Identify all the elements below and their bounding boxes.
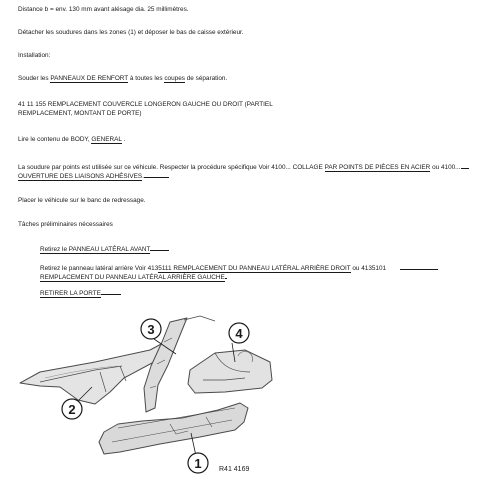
rear-panel-text: Retirez le panneau latéral arrière Voir 413	[40, 265, 159, 272]
underline-gap	[400, 263, 438, 270]
weld-text-start: Souder les	[18, 75, 51, 82]
rear-panel-right-link[interactable]: 5111 REMPLACEMENT DU PANNEAU LATÉRAL ARRIÈRE DROIT	[158, 265, 351, 272]
reference-line-1: 41 11 155 REMPLACEMENT COUVERCLE LONGERON GAUCHE OU DROIT (PARTIEL	[18, 101, 273, 108]
spot-weld-instruction-line-2	[18, 171, 169, 181]
callout-3-label: 3	[147, 322, 155, 337]
remove-door-link[interactable]: RETIRER LA PORTE	[40, 290, 101, 297]
general-link[interactable]: GENERAL	[91, 136, 122, 143]
distance-text: Distance b = env. 130 mm avant alésage dia. 25 millimètres.	[18, 6, 189, 13]
prerequisites-heading: Tâches préliminaires nécessaires	[18, 221, 113, 228]
spot-weld-steel-link[interactable]: PAR POINTS DE PIÈCES EN ACIER	[324, 164, 431, 171]
spot-weld-text: La soudure par points est utilisée sur ce véhicule. Respecter la procédure spécifique Voir 4100... COLLAGE	[18, 164, 325, 171]
task-front-panel	[40, 244, 169, 254]
bench-instruction: Placer le véhicule sur le banc de redressage.	[18, 197, 146, 204]
task-rear-panel-line-2	[40, 272, 227, 282]
underline-gap	[144, 171, 169, 178]
body-parts-illustration	[0, 300, 499, 484]
reinforcement-panels-link[interactable]: PANNEAUX DE RENFORT	[50, 75, 129, 82]
weld-instruction	[18, 75, 227, 83]
figure-caption: R41 4169	[219, 466, 250, 473]
underline-gap	[150, 244, 169, 251]
weld-text-end: de séparation.	[184, 75, 228, 82]
adhesive-joints-link[interactable]: OUVERTURE DES LIAISONS ADHÉSIVES	[18, 173, 143, 180]
callout-1-label: 1	[194, 456, 202, 471]
read-text-end: .	[121, 136, 126, 143]
cuts-link[interactable]: coupes	[164, 75, 185, 82]
reference-line-2: REMPLACEMENT, MONTANT DE PORTE)	[18, 110, 142, 117]
spot-weld-text-mid: ou 4100...	[430, 164, 461, 171]
read-instruction	[18, 136, 125, 144]
read-text-start: Lire le contenu de BODY,	[18, 136, 92, 143]
callout-4-label: 4	[235, 326, 243, 341]
task-remove-door	[40, 288, 121, 298]
installation-heading: Installation:	[18, 52, 51, 59]
spot-weld-text-end: .	[142, 173, 144, 180]
front-panel-link[interactable]: Retirez le PANNEAU LATÉRAL AVANT	[40, 246, 151, 253]
rear-panel-left-link[interactable]: REMPLACEMENT DU PANNEAU LATÉRAL ARRIÈRE GAUCHE	[40, 274, 225, 281]
rear-panel-text-mid: ou 4135101	[350, 265, 387, 272]
rocker-panel-part	[99, 403, 248, 454]
underline-gap	[101, 288, 121, 295]
underline-gap	[225, 272, 227, 279]
weld-text-mid: à toutes les	[128, 75, 165, 82]
detach-instruction: Détacher les soudures dans les zones (1) et déposer le bas de caisse extérieur.	[18, 29, 244, 36]
rear-quarter-part	[188, 350, 272, 393]
underline-gap	[461, 162, 469, 169]
callout-2-label: 2	[68, 402, 76, 417]
